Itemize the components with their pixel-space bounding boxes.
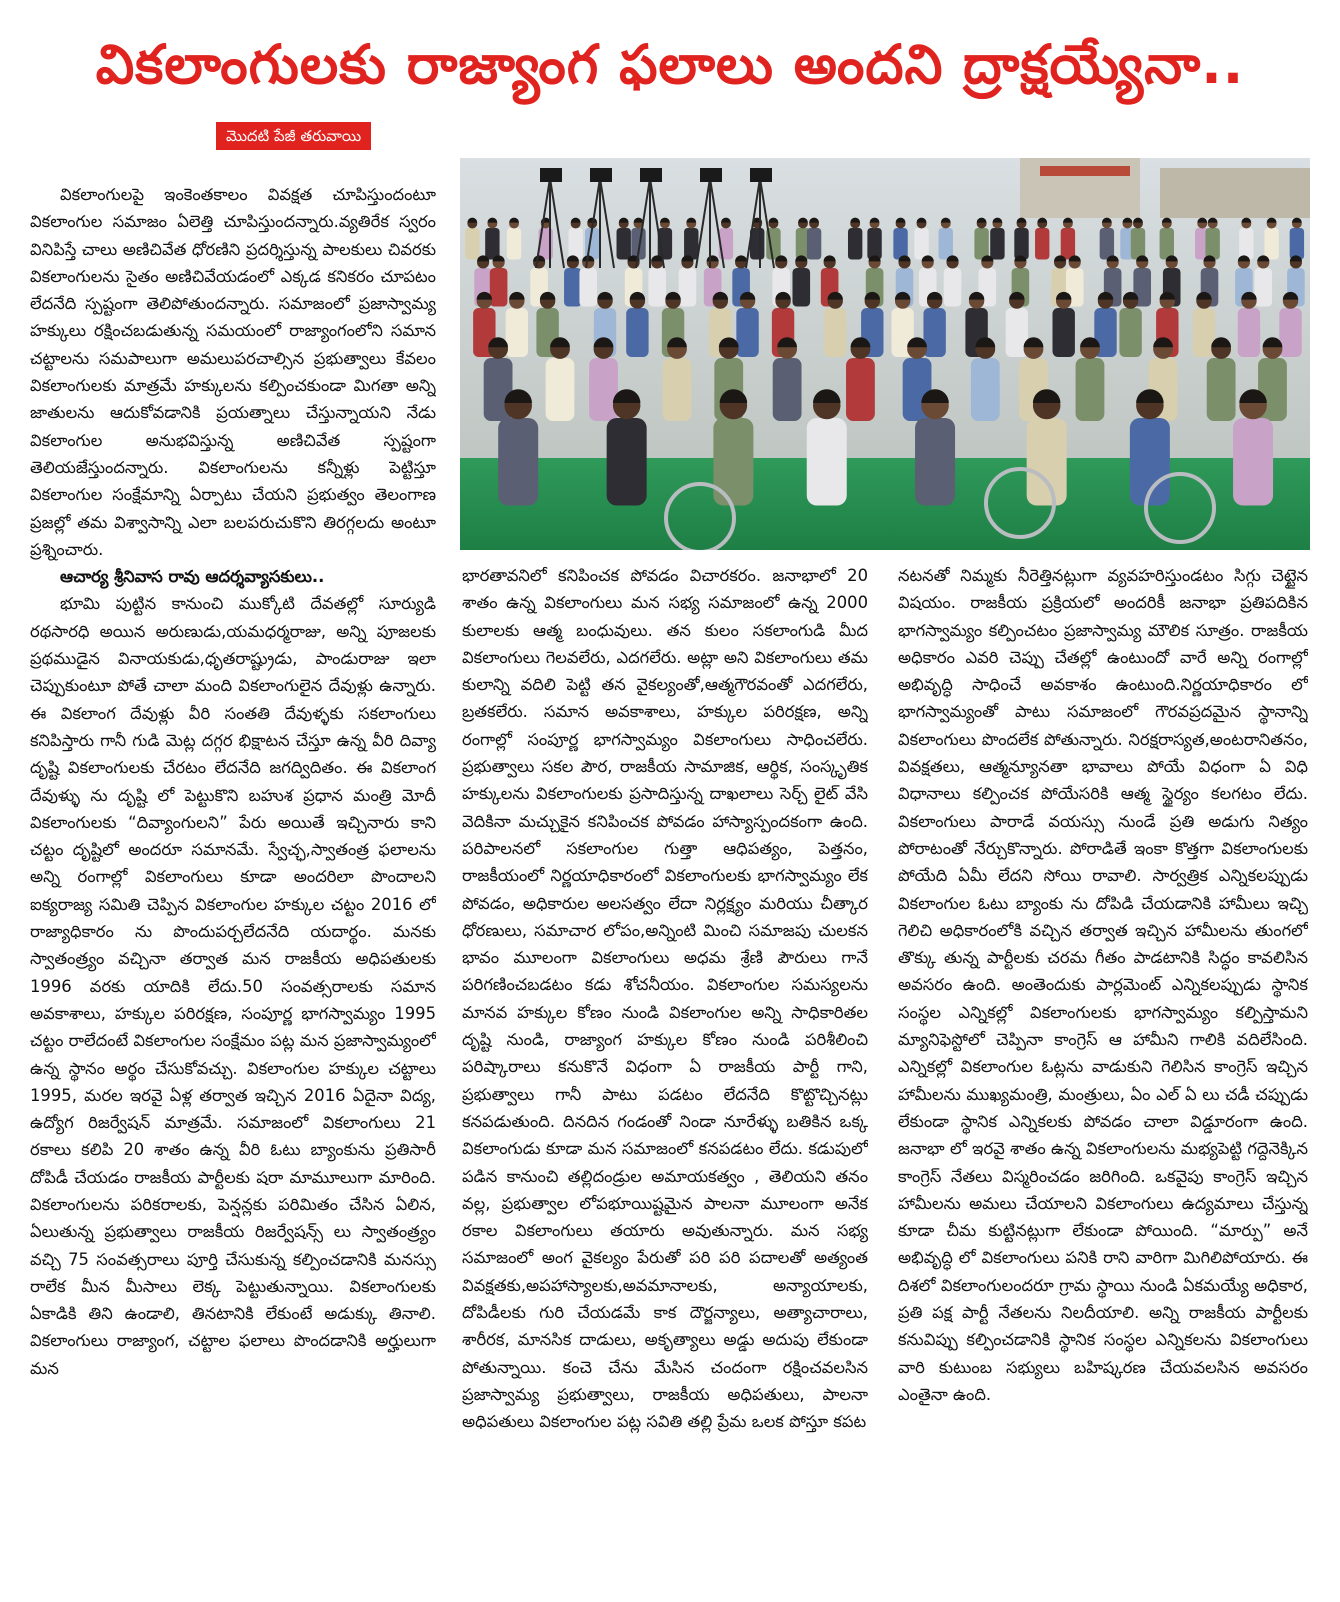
article-paragraph: భారతావనిలో కనిపించక పోవడం విచారకరం. జనాభాలో 20 శాతం ఉన్న వికలాంగులు మన సభ్య సమాజంలో ఉన్న 2000 కులాలకు ఆత్మ బంధువులు. తన కులం సకలాంగుడి మీద వికలాంగులు గెలవలేరు, ఎదగలేరు. అట్లా అని వికలాంగులు తమ కులాన్ని వదిలి పెట్టి తన వైకల్యంతో,ఆత్మగౌరవంతో ఎదగలేరు, బ్రతకలేరు. సమాన అవకాశాలు, హక్కుల పరిరక్షణ, అన్ని రంగాల్లో సంపూర్ణ భాగస్వామ్యం వికలాంగులు సాధించలేరు. ప్రభుత్వాలు సకల పౌర, రాజకీయ సామాజిక, ఆర్థిక, సంస్కృతిక హక్కులను వికలాంగులకు ప్రసాదిస్తున్న దాఖలాలు సెర్చ్ లైట్ వేసి వెదికినా మచ్చుకైన కనిపించక పోవడం హాస్యాస్పందకంగా ఉంది. పరిపాలనలో సకలాంగుల గుత్తా ఆధిపత్యం, పెత్తనం, రాజకీయంలో నిర్ణయాధికారంలో వికలాంగులకు భాగస్వామ్యం లేక పోవడం, అధికారుల అలసత్వం లేదా నిర్లక్ష్యం మరియు చీత్కార ధోరణులు, సమాచార లోపం,అన్నింటి మించి సమాజపు చులకన భావం మూలంగా వికలాంగులు అధమ శ్రేణి పౌరులు గానే పరిగణించబడటం కడు శోచనీయం. వికలాంగుల సమస్యలను మానవ హక్కుల కోణం నుండి వికలాంగుల అన్ని సాధికారితల దృష్టి నుండి, రాజ్యాంగ హక్కుల కోణం నుండి పరిశీలించి పరిష్కారాలు కనుకొనే విధంగా ఏ రాజకీయ పార్టీ గాని, ప్రభుత్వాలు గానీ పాటు పడటం లేదనేది కొట్టొచ్చినట్లు కనపడుతుంది. దినదిన గండంతో నిండా నూరేళ్ళు బతికిన ఒక్క వికలాంగుడు కూడా మన సమాజంలో కనపడటం లేదు. కడుపులో పడిన కానుంచి తల్లిదండ్రుల అమాయకత్వం , తెలియని తనం వల్ల, ప్రభుత్వాల లోపభూయిష్టమైన పాలనా మూలంగా అనేక రకాల వికలాంగులు తయారు అవుతున్నారు. మన సభ్య సమాజంలో అంగ వైకల్యం పేరుతో పరి పరి పదాలతో అత్యంత వివక్షతకు,అపహాస్యాలకు,అవమానాలకు, అన్యాయాలకు, దోపిడీలకు గురి చేయడమే కాక దౌర్జన్యాలు, అత్యాచారాలు, శారీరక, మానసిక దాడులు, అకృత్యాలు అడ్డు అదుపు లేకుండా పోతున్నాయి. కంచె చేను మేసిన చందంగా రక్షించవలసిన ప్రజాస్వామ్య ప్రభుత్వాలు, రాజకీయ అధిపతులు, పాలనా అధిపతులు వికలాంగుల పట్ల సవితి తల్లి ప్రేమ ఒలక పోస్తూ కపట [462,566,868,1432]
article-column-3 [898,562,1308,1593]
crowd-photo-icon [460,158,1310,550]
article-column-1 [30,181,436,1593]
article-column-2 [462,562,868,1593]
headline: వికలాంగులకు రాజ్యాంగ ఫలాలు అందని ద్రాక్షయ్యేనా.. [95,33,1245,96]
article-paragraph: నటనతో నిమ్మకు నీరెత్తినట్లుగా వ్యవహరిస్తుండటం సిగ్గు చెట్టైన విషయం. రాజకీయ ప్రక్రియలో అందరికీ జనాభా ప్రతిపదికిన భాగస్వామ్యం కల్పించటం ప్రజాస్వామ్య మౌలిక సూత్రం. రాజకీయ అధికారం ఎవరి చెప్పు చేతల్లో ఉంటుందో వారే అన్ని రంగాల్లో అభివృద్ధి సాధించే అవకాశం ఉంటుంది.నిర్ణయాధికారం లో భాగస్వామ్యంతో పాటు సమాజంలో గౌరవప్రదమైన స్థానాన్ని వికలాంగులు పొందలేక పోతున్నారు. నిరక్షరాస్యత,అంటరానితనం, వివక్షతలు, ఆత్మన్యూనతా భావాలు పోయే విధంగా ఏ విధి విధానాలు కల్పించక పోయేసరికి ఆత్మ స్థైర్యం కలగటం లేదు. వికలాంగులు పారాడే వయస్సు నుండే ప్రతి అడుగు నిత్యం పోరాటంతో నేర్చుకొన్నారు. పోరాడితే ఇంకా కొత్తగా వికలాంగులకు పోయేది ఏమీ లేదని సోయి రావాలి. సార్వత్రిక ఎన్నికలప్పుడు వికలాంగుల ఓటు బ్యాంకు ను దోపిడి చేయడానికి హామీలు ఇచ్చి గెలిచి అధికారంలోకి వచ్చిన తర్వాత ఇచ్చిన హామీలను తుంగలో తొక్కు తున్న పార్టీలకు చరమ గీతం పాడటానికి సిద్ధం కావలిసిన అవసరం ఉంది. అంతెందుకు పార్లమెంట్ ఎన్నికలప్పుడు స్థానిక సంస్థల ఎన్నికల్లో వికలాంగులకు భాగస్వామ్యం కల్పిస్తామని మ్యానిఫెస్టోలో చెప్పినా కాంగ్రెస్ ఆ హామీని గాలికి వదిలేసింది. ఎన్నికల్లో వికలాంగుల ఓట్లను వాడుకుని గెలిసిన కాంగ్రెస్ ఇచ్చిన హామీలను ముఖ్యమంత్రి, మంత్రులు, ఏం ఎల్ ఏ లు చడీ చప్పుడు లేకుండా స్థానిక ఎన్నికలకు పోవడం చాలా విడ్డూరంగా ఉంది. జనాభా లో ఇరవై శాతం ఉన్న వికలాంగులను మభ్యపెట్టి గద్దెనెక్కిన కాంగ్రెస్ నేతలు విస్మరించడం జరిగింది. ఒకవైపు కాంగ్రెస్ ఇచ్చిన హామీలను అమలు చేయాలని వికలాంగులు ఉద్యమాలు చేస్తున్న కూడా చీమ కుట్టినట్లుగా లేకుండా పోయింది. “మార్పు” అనే అభివృద్ధి లో వికలాంగులు పనికి రాని వారిగా మిగిలిపోయారు. ఈ దిశలో వికలాంగులందరూ గ్రామ స్థాయి నుండి ఏకమయ్యే అధికార, ప్రతి పక్ష పార్టీ నేతలను నిలదీయాలి. అన్ని రాజకీయ పార్టీలకు కనువిప్పు కల్పించడానికి స్థానిక సంస్థల ఎన్నికలను వికలాంగులు వారి కుటుంబ సభ్యులు బహిష్కరణ చేయవలసిన అవసరం ఎంతైనా ఉంది. [898,566,1308,1404]
article-paragraph: భూమి పుట్టిన కానుంచి ముక్కోటి దేవతల్లో సూర్యుడి రథసారధి అయిన అరుణుడు,యమధర్మరాజు, అన్ని పూజలకు ప్రథముడైన వినాయకుడు,ధృతరాష్ట్రుడు, పాండురాజు ఇలా చెప్పుకుంటూ పోతే చాలా మంది వికలాంగులైన దేవుళ్లు ఉన్నారు. ఈ వికలాంగ దేవుళ్లు వీరి సంతతి దేవుళ్ళకు సకలాంగులు కనిపిస్తారు గానీ గుడి మెట్ల దగ్గర భిక్షాటన చేస్తూ ఉన్న వీరి దివ్యా దృష్టి వికలాంగులకు చేరటం లేదనేది జగద్విదితం. ఈ వికలాంగ దేవుళ్ళు ను దృష్టి లో పెట్టుకొని బహుశ ప్రధాన మంత్రి మోదీ వికలాంగులకు “దివ్యాంగులని” పేరు అయితే ఇచ్చినారు కాని చట్టం దృష్టిలో అందరూ సమానమే. స్వేచ్ఛ,స్వాతంత్ర ఫలాలను అన్ని రంగాల్లో వికలాంగులు కూడా అందరిలా పొందాలని ఐక్యరాజ్య సమితి చెప్పిన వికలాంగుల హక్కుల చట్టం 2016 లో రాజ్యాధికారం ను పొందుపర్చలేదనేది యదార్థం. మనకు స్వాతంత్ర్యం వచ్చినా తర్వాత మన రాజకీయ అధిపతులకు 1996 వరకు యాదికి లేదు.50 సంవత్సరాలకు సమాన అవకాశాలు, హక్కుల పరిరక్షణ, సంపూర్ణ భాగస్వామ్యం 1995 చట్టం రాలేదంటే వికలాంగుల సంక్షేమం పట్ల మన ప్రజాస్వామ్యంలో ఉన్న స్థానం అర్థం చేసుకోవచ్చు. వికలాంగుల హక్కుల చట్టాలు 1995, మరల ఇరవై ఏళ్ల తర్వాత ఇచ్చిన 2016 ఏదైనా విద్య, ఉద్యోగ రిజర్వేషన్ మాత్రమే. సమాజంలో వికలాంగులు 21 రకాలు కలిపి 20 శాతం ఉన్న వీరి ఓటు బ్యాంకును ప్రతిసారీ దోపిడీ చేయడం రాజకీయ పార్టీలకు షరా మామూలుగా మారింది. వికలాంగులను పరికరాలకు, పెన్షన్లకు పరిమితం చేసిన ఏలిన, ఏలుతున్న ప్రభుత్వాలు రాజకీయ రిజర్వేషన్స్ లు స్వాతంత్ర్యం వచ్చి 75 సంవత్సరాలు పూర్తి చేసుకున్న కల్పించడానికి మనస్సు రాలేక మీన మీసాలు లెక్క పెట్టుతున్నాయి. వికలాంగులకు ఏకాడికి తిని ఉండాలి, తినటానికి లేకుంటే అడుక్కు తినాలి. వికలాంగులు రాజ్యాంగ, చట్టాల ఫలాలు పొందడానికి అర్హులుగా మన [30,594,436,1378]
event-photo [460,158,1310,550]
continued-from-front-page-tag: మొదటి పేజీ తరువాయి [216,122,371,150]
article-paragraph: వికలాంగులపై ఇంకెంతకాలం వివక్షత చూపిస్తుందంటూ వికలాంగుల సమాజం ఏలెత్తి చూపిస్తుందన్నారు.వ్యతిరేక స్వరం వినిపిస్తే చాలు అణిచివేత ధోరణిని ప్రదర్శిస్తున్న పాలకులు చివరకు వికలాంగులను సైతం అణిచివేయడంలో ఎక్కడ కనికరం చూపటం లేదనేది స్పష్టంగా తెలిపోతుందన్నారు. సమాజంలో ప్రజాస్వామ్య హక్కులు రక్షించబడుతున్న సమయంలో రాజ్యాంగంలోని సమాన చట్టాలను సమపాలుగా అమలుపరచాల్సిన ప్రభుత్వాలు కేవలం వికలాంగులకు మాత్రమే హక్కులను కల్పించకుండా మిగతా అన్ని జాతులను ఆదుకోవడానికి ప్రయత్నాలు చేస్తున్నాయని నేడు వికలాంగుల అనుభవిస్తున్న అణిచివేత స్పష్టంగా తెలియజేస్తుందన్నారు. వికలాంగులను కన్నీళ్లు పెట్టిస్తూ వికలాంగుల సంక్షేమాన్ని ఏర్పాటు చేయని ప్రభుత్వం తెలంగాణ ప్రజల్లో తమ విశ్వాసాన్ని ఎలా బలపరుచుకొని తిరగ్గలదు అంటూ ప్రశ్నించారు. [30,185,436,559]
subheading: ఆచార్య శ్రీనివాస రావు ఆదర్శవ్యాసకులు.. [60,567,325,587]
